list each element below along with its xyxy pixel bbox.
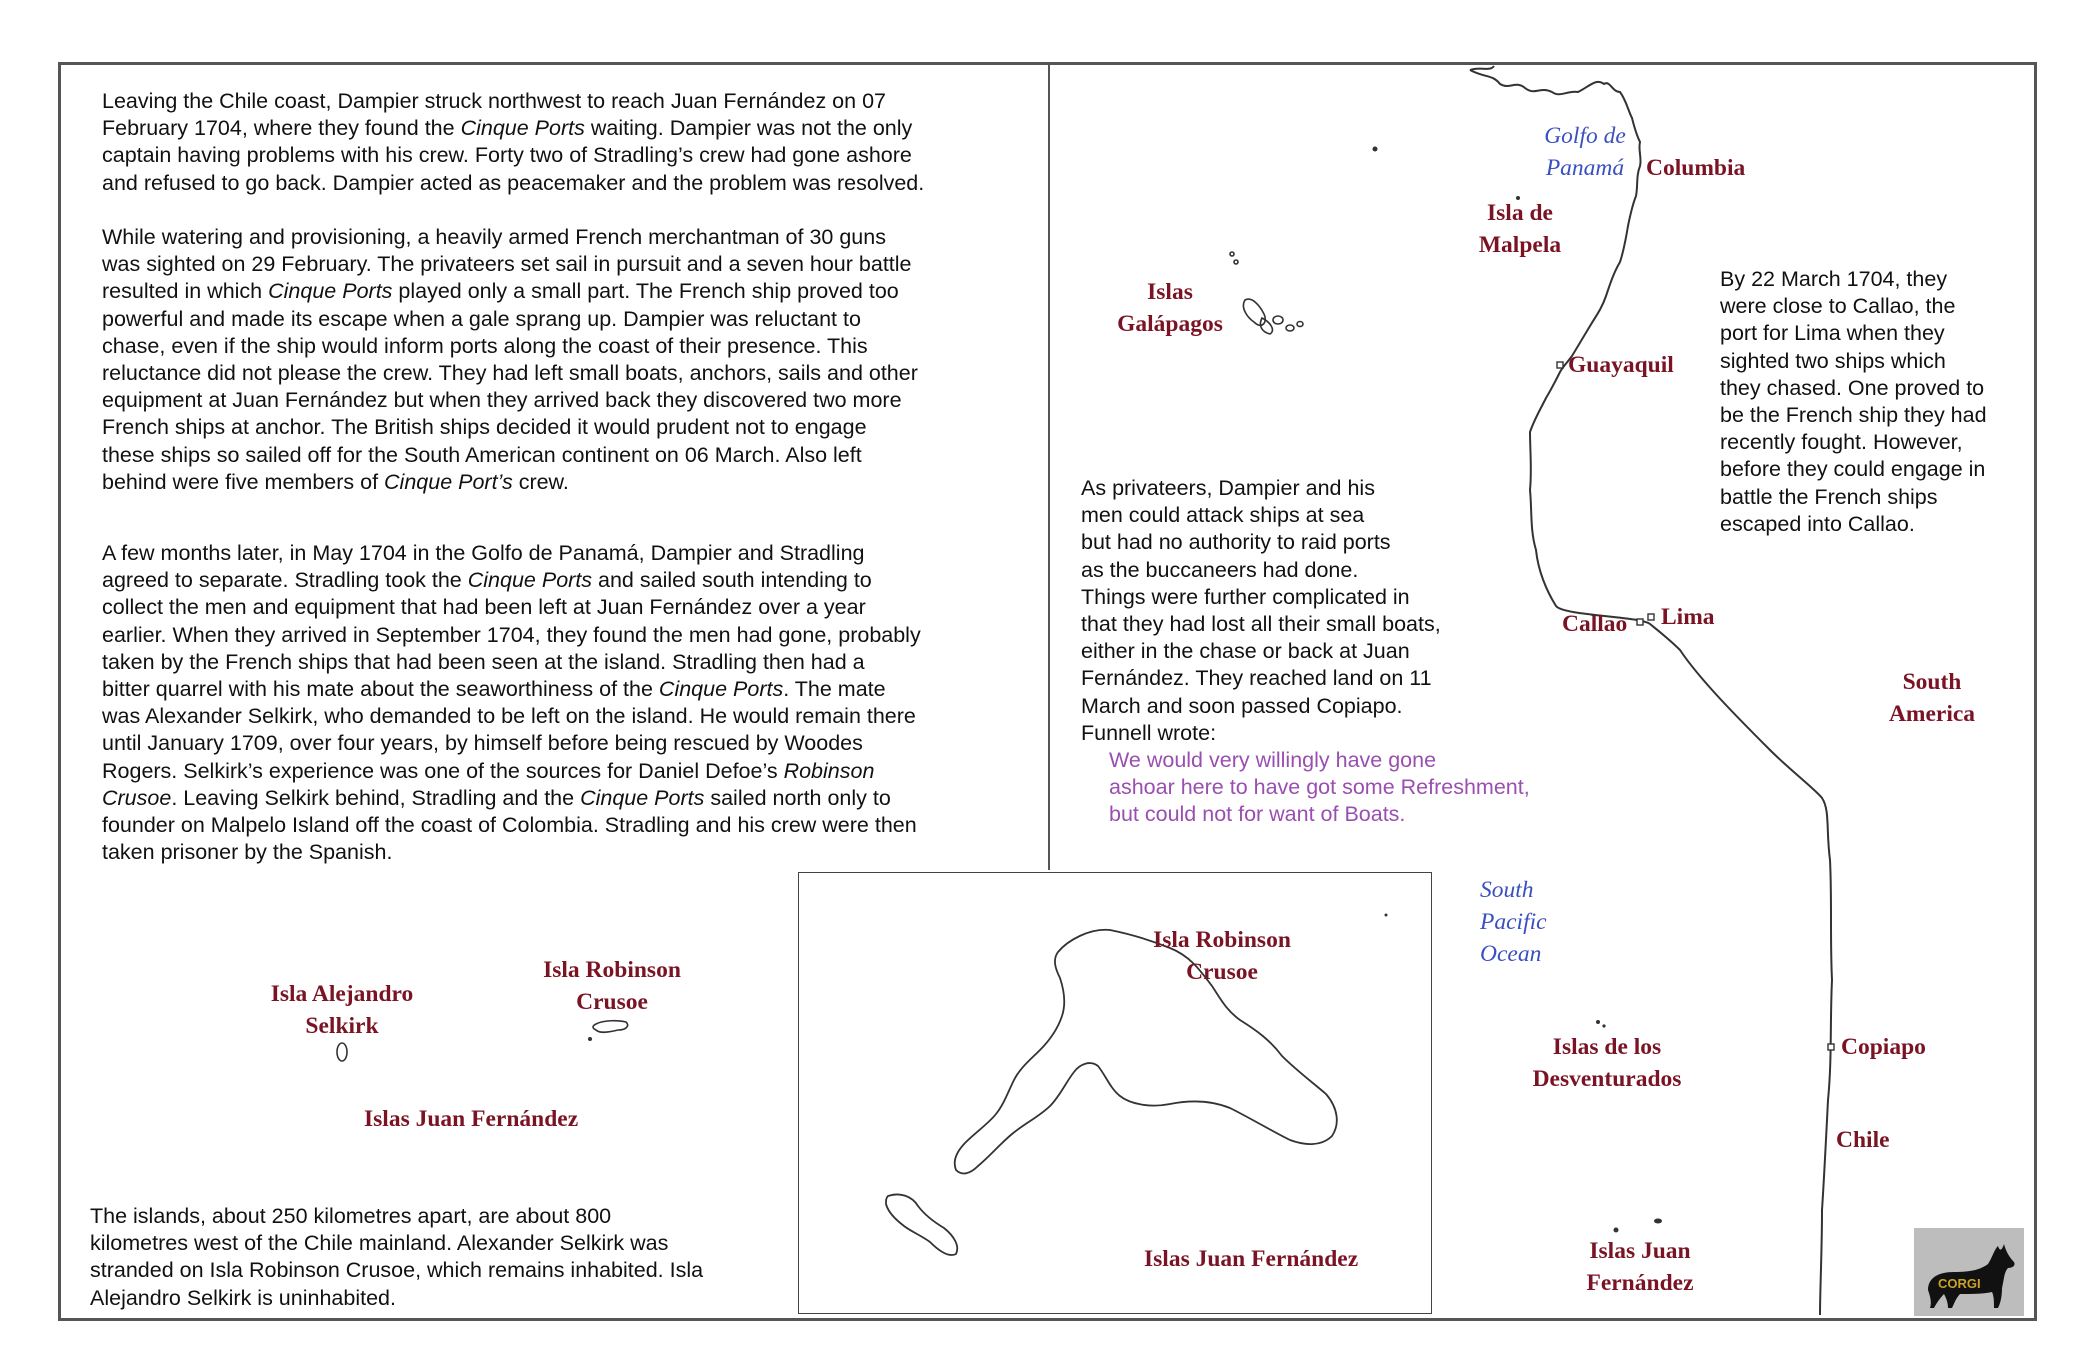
juan-fernandez-dot [1614, 1228, 1619, 1233]
robinson-crusoe-island-small [593, 1021, 628, 1033]
label-islas-juan-fernandez-inset: Islas Juan Fernández [1144, 1246, 1359, 1272]
alejandro-selkirk-island [337, 1043, 347, 1061]
label-isla-robinson-crusoe-small: Isla Robinson Crusoe [543, 957, 681, 1015]
paragraph-french-battle: While watering and provisioning, a heavily armed French merchantman of 30 guns was sighted on 29 February. The privateers set sail in pursuit and a seven hour battle resulted in which Cinque Ports played only a small part. The French ship proved too powerful and made its escape when a gale sprang up. Dampier was reluctant to chase, even if the ship would inform ports along the coast of their presence. This reluctance did not please the crew. They had left small boats, anchors, sails and other equipment at Juan Fernández but when they arrived back they discovered two more French ships at anchor. The British ships decided it would prudent not to engage these ships so sailed off for the South American continent on 06 March. Also left behind were five members of Cinque Port’s crew. [102, 225, 918, 494]
galapagos-islands [1230, 252, 1303, 334]
paragraph-selkirk-story: A few months later, in May 1704 in the Golfo de Panamá, Dampier and Stradling agreed to separate. Stradling took the Cinque Ports and sailed south intending to collect the men and equipment that had been left at Juan Fernández over a year earlier. When they arrived in September 1704, they found the men had gone, probably taken by the French ships that had been seen at the island. Stradling then had a bitter quarrel with his mate about the seaworthiness of the Cinque Ports. The mate was Alexander Selkirk, who demanded to be left on the island. He would remain there until January 1709, over four years, by himself before being rescued by Woodes Rogers. Selkirk’s experience was one of the sources for Daniel Defoe’s Robinson Crusoe. Leaving Selkirk behind, Stradling and the Cinque Ports sailed north only to founder on Malpelo Island off the coast of Colombia. Stradling and his crew were then taken prisoner by the Spanish. [102, 541, 921, 865]
desventurados-dot [1596, 1020, 1600, 1024]
label-south-pacific-ocean: South Pacific Ocean [1480, 877, 1547, 967]
paragraph-juan-fernandez-arrival: Leaving the Chile coast, Dampier struck northwest to reach Juan Fernández on 07 February 1704, where they found the Cinque Ports waiting. Dampier was not the only captain having problems with his crew. Forty two of Stradling’s crew had gone ashore and refused to go back. Dampier acted as peacemaker and the problem was resolved. [102, 89, 925, 195]
copiapo-marker [1828, 1044, 1834, 1050]
islands-note: The islands, about 250 kilometres apart, are about 800 kilometres west of the Chile mainland. Alexander Selkirk was stranded on Isla Robinson Crusoe, which remains inhabited. Isla Alejandro Selkirk is uninhabited. [90, 1204, 704, 1310]
label-islas-desventurados: Islas de los Desventurados [1532, 1034, 1682, 1092]
label-callao: Callao [1562, 611, 1628, 637]
privateers-note: As privateers, Dampier and his men could attack ships at sea but had no authority to raid ports as the buccaneers had done. Things were further complicated in that they had lost all their small boats, either in the chase or back at Juan Fernández. They reached land on 11 March and soon passed Copiapo. Funnell wrote: [1081, 476, 1441, 745]
lima-marker [1648, 614, 1654, 620]
label-islas-juan-fernandez-left: Islas Juan Fernández [364, 1106, 579, 1132]
santa-clara-dot [588, 1037, 592, 1041]
callao-marker [1637, 619, 1643, 625]
logo-text: CORGI [1938, 1276, 1981, 1291]
label-copiapo: Copiapo [1841, 1034, 1926, 1060]
label-columbia: Columbia [1646, 155, 1746, 181]
label-isla-robinson-crusoe-inset: Isla Robinson Crusoe [1153, 927, 1291, 985]
corgi-logo [1914, 1228, 2024, 1316]
label-isla-alejandro-selkirk: Isla Alejandro Selkirk [270, 981, 414, 1039]
juan-fernandez-dot [1654, 1219, 1662, 1224]
label-chile: Chile [1836, 1127, 1890, 1153]
label-south-america: South America [1888, 669, 1976, 727]
panama-coastline [1470, 66, 1494, 70]
callao-note: By 22 March 1704, they were close to Callao, the port for Lima when they sighted two ships which they chased. One proved to be the French ship they had recently fought. However, before they could engage in battle the French ships escaped into Callao. [1720, 267, 1987, 536]
small-island-dot [1373, 147, 1378, 152]
desventurados-dot [1602, 1024, 1605, 1027]
funnell-quote: We would very willingly have gone ashoar here to have got some Refreshment, but could not for want of Boats. [1109, 748, 1530, 827]
label-islas-juan-fernandez-right: Islas Juan Fernández [1586, 1238, 1694, 1296]
guayaquil-marker [1557, 362, 1563, 368]
label-islas-galapagos: Islas Galápagos [1117, 279, 1223, 337]
label-isla-de-malpela: Isla de Malpela [1478, 200, 1562, 258]
label-golfo-de-panama: Golfo de Panamá [1544, 123, 1626, 181]
label-lima: Lima [1661, 604, 1715, 630]
label-guayaquil: Guayaquil [1568, 352, 1674, 378]
